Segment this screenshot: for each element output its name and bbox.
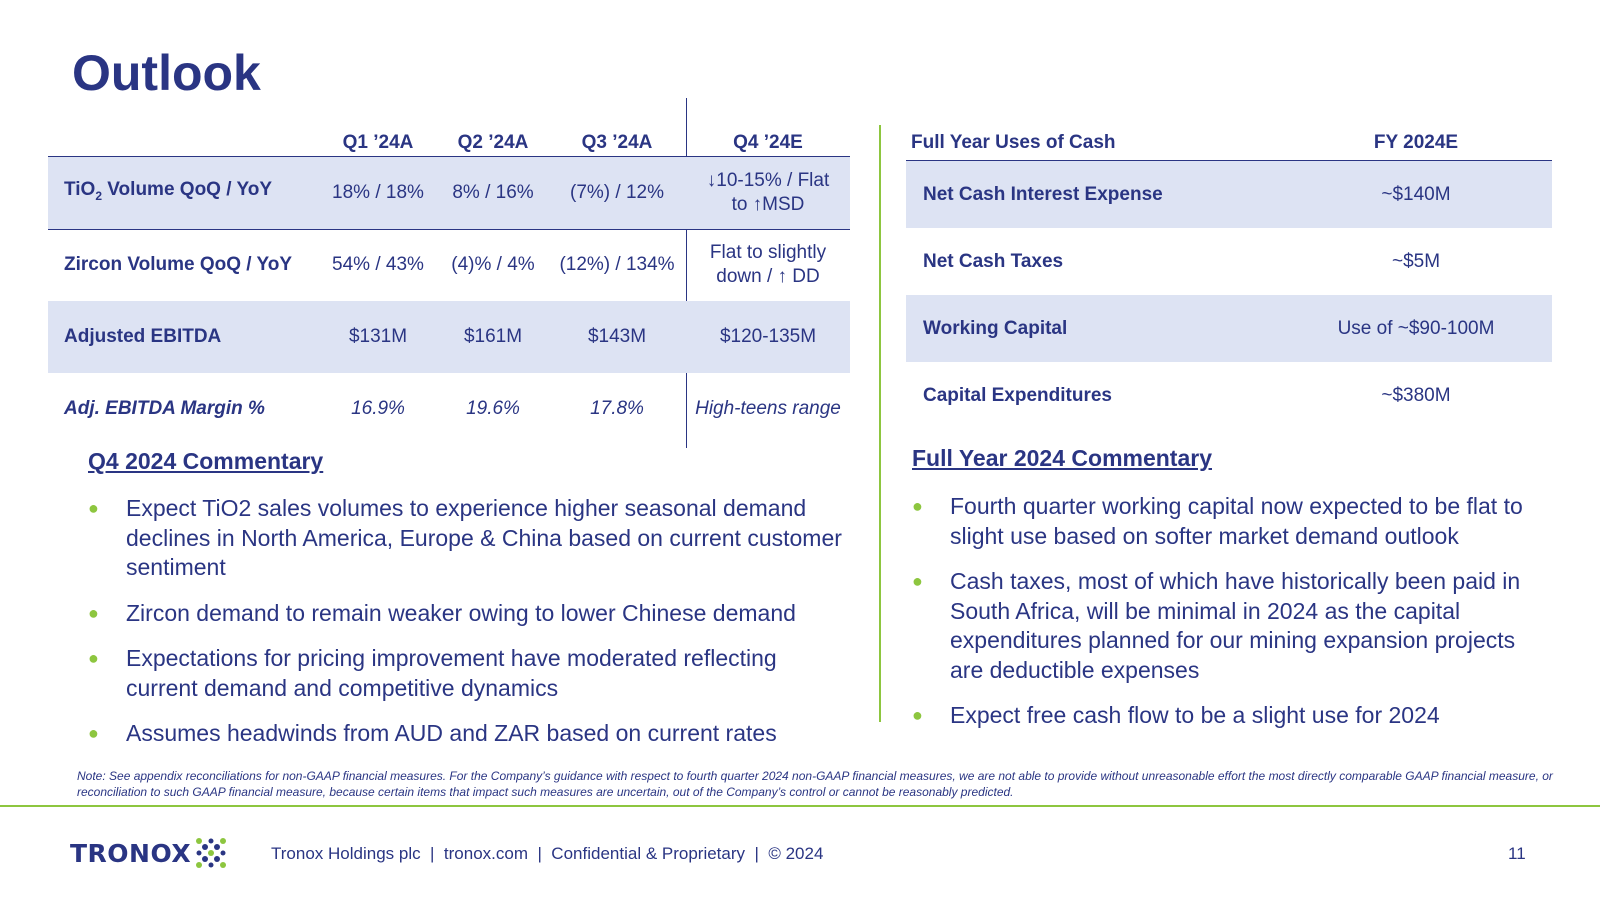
table-row-cash-taxes [906,228,1552,295]
list-item: ● Expect TiO2 sales volumes to experience higher seasonal demand declines in North America, Europe & China based on current customer sentiment [88,495,842,580]
section-divider [879,125,881,722]
row-label: Capital Expenditures [923,384,1112,406]
cell-q3: (12%) / 134% [559,254,675,275]
bullet-icon: ● [912,705,923,725]
table-row-interest-expense [906,161,1552,228]
row-label: Working Capital [923,317,1068,339]
header-q1: Q1 ’24A [342,132,414,153]
q4-commentary-heading: Q4 2024 Commentary [88,448,324,474]
fy-commentary-heading: Full Year 2024 Commentary [912,445,1212,471]
bullet-icon: ● [88,498,99,518]
cell-q2: 19.6% [466,398,520,419]
footer-text: Tronox Holdings plc | tronox.com | Confidential & Proprietary | © 2024 [271,844,824,863]
cell-q1: 18% / 18% [332,182,424,203]
list-item: ● Fourth quarter working capital now expected to be flat to slight use based on softer market demand outlook [912,493,1523,549]
cell-q4: ↓10-15% / Flat to ↑MSD [706,170,830,215]
row-label: Net Cash Taxes [923,250,1064,272]
header-q3: Q3 ’24A [581,132,653,153]
row-label: Zircon Volume QoQ / YoY [64,254,293,275]
header-uses-of-cash: Full Year Uses of Cash [911,132,1116,153]
q4-commentary-list [88,494,853,749]
header-fy2024e: FY 2024E [1373,132,1459,153]
quarterly-outlook-table [48,98,850,448]
header-q2: Q2 ’24A [457,132,529,153]
logo-wordmark: TRONOX [70,838,192,868]
tronox-mark-icon [195,837,227,869]
row-label: Adj. EBITDA Margin % [64,398,265,419]
cell-q2: (4)% / 4% [451,254,535,275]
cell-q3: (7%) / 12% [570,182,664,203]
row-value: ~$5M [1391,250,1441,272]
tronox-logo [70,837,227,869]
cell-q3: 17.8% [590,398,644,419]
table-row-adjusted-ebitda [48,301,850,373]
cell-q1: 16.9% [351,398,405,419]
cell-q2: 8% / 16% [452,182,534,203]
page-number: 11 [1508,844,1526,863]
header-q4: Q4 ’24E [733,132,803,153]
footer-rule [0,805,1600,807]
cell-q1: 54% / 43% [332,254,424,275]
row-label: Adjusted EBITDA [64,326,222,347]
bullet-icon: ● [912,496,923,516]
table-row-capex [906,362,1552,429]
table-row-ebitda-margin [48,373,850,445]
cell-q4: Flat to slightly down / ↑ DD [709,242,827,287]
list-item: ● Expect free cash flow to be a slight use for 2024 [912,701,1552,731]
cell-q4: $120-135M [719,326,817,347]
table-row-tio2-volume [48,157,850,229]
fy-commentary-list [912,492,1552,731]
table-row-working-capital [906,295,1552,362]
row-label: TiO$_2$ Volume QoQ / YoY [64,179,272,203]
bullet-icon: ● [88,648,99,668]
row-value: ~$380M [1381,384,1451,406]
bullet-icon: ● [88,602,99,623]
cell-q1: $131M [348,326,408,347]
list-item: ● Zircon demand to remain weaker owing to lower Chinese demand [88,599,853,629]
list-item: ● Assumes headwinds from AUD and ZAR based on current rates [88,719,853,749]
list-item: ● Cash taxes, most of which have historically been paid in South Africa, will be minimal in 2024 as the capital expenditures planned for our mining expansion projects are deductible expenses [912,568,1521,683]
list-item: ● Expectations for pricing improvement have moderated reflecting current demand and competitive dynamics [88,645,777,701]
bullet-icon: ● [912,571,923,591]
table-row-zircon-volume [48,229,850,301]
footnote: Note: See appendix reconciliations for non-GAAP financial measures. For the Company’s guidance with respect to fourth quarter 2024 non-GAAP financial measures, we are not able to provide without unreasonable effort the most directly comparable GAAP financial measure, or reconciliation to such GAAP financial measure, because certain items that impact such measures are uncertain, out of the Company’s control or cannot be reasonably predicted. [77,769,1553,799]
row-label: Net Cash Interest Expense [923,183,1163,205]
cell-q2: $161M [463,326,523,347]
cell-q4: High-teens range [695,398,841,419]
cell-q3: $143M [587,326,647,347]
row-value: ~$140M [1381,183,1451,205]
page-title: Outlook [72,45,261,101]
bullet-icon: ● [88,723,99,743]
row-value: Use of ~$90-100M [1337,317,1495,339]
